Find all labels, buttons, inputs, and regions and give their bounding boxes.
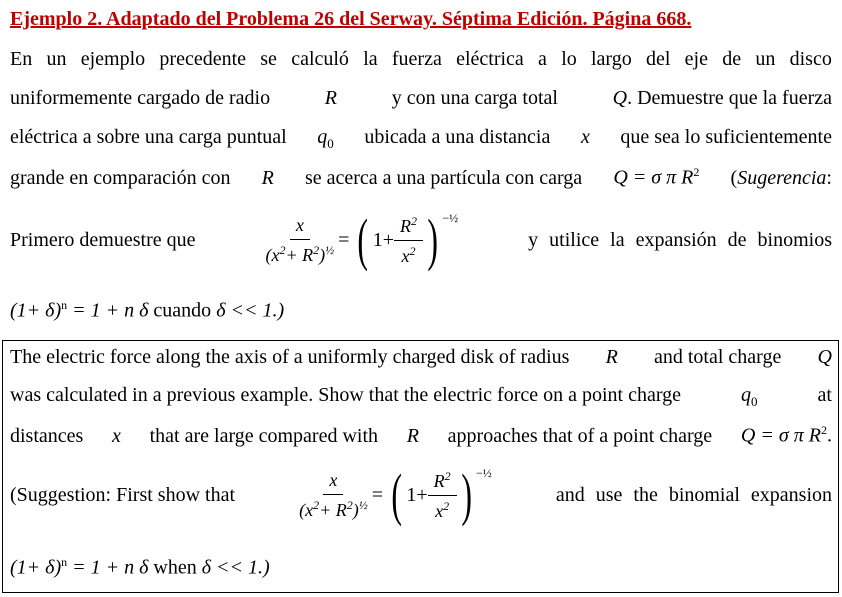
var-R: R [324,87,337,109]
inner-numerator [394,214,423,241]
subscript: 0 [751,394,758,409]
var-x: x [435,500,444,521]
es-text: uniformemente cargado de radio [10,87,271,109]
en-formula-row [10,460,832,530]
es-paragraph-line-1 [10,48,832,71]
en-text: and use the binomial expansion [555,483,833,506]
en-paragraph-line-1 [10,346,832,369]
superscript: 2 [820,423,827,437]
var-x: x [112,424,121,447]
es-word: largo [591,48,632,70]
en-text: and total charge [654,346,782,368]
es-word: del [645,48,671,70]
inner-numerator [428,469,457,496]
colon: : [826,166,832,189]
suggestion-label: Sugerencia [737,166,827,189]
one-plus: 1+ [406,483,428,506]
var-q: q [317,126,328,148]
es-word: fuerza [391,48,442,70]
es-word: la [363,48,378,70]
superscript: 2 [346,497,353,512]
es-text: Primero demuestre que [10,228,196,251]
den-part: + R [319,499,347,520]
inner-denominator [435,496,449,522]
es-text: . Demuestre que la fuerza [627,87,832,109]
var-x: x [401,245,410,266]
period: . [826,424,832,447]
binomial-base: (1+ δ) [10,556,62,579]
superscript: ½ [358,497,368,512]
en-text: (Suggestion: First show that [10,483,236,506]
es-word: un [755,48,776,70]
den-part: ) [352,499,359,520]
var-R: R [400,215,412,236]
es-word: disco [789,48,832,70]
fraction-numerator: x [290,215,310,240]
es-text: ubicada a una distancia [364,126,551,148]
superscript: 2 [693,165,700,179]
den-part: (x [299,499,314,520]
superscript: 2 [444,468,451,483]
left-paren: ( [357,207,369,272]
es-word: un [46,48,67,70]
en-paragraph-line-3 [10,423,832,448]
es-word: de [722,48,742,70]
en-formula [299,462,492,527]
en-text: The electric force along the axis of a uniformly charged disk of radius [10,346,570,368]
es-word: calculó [291,48,349,70]
es-word: ejemplo [80,48,146,70]
var-x: x [580,126,590,148]
superscript: 2 [279,242,286,257]
var-Q: Q [612,87,628,109]
superscript: 2 [411,213,418,228]
es-word: precedente [159,48,247,70]
fraction [266,215,335,266]
var-R: R [605,346,618,368]
es-binomial-line [10,298,284,323]
equals-sign: = [371,483,384,506]
equals-sign: = [338,228,350,251]
one-plus: 1+ [372,228,395,251]
en-text: was calculated in a previous example. Show that the electric force on a point charge [10,384,682,406]
outer-exponent: −½ [475,466,492,480]
binomial-expansion: = 1 + n δ [72,299,149,322]
es-word: lo [561,48,577,70]
superscript: 2 [313,242,320,257]
es-paragraph-line-2 [10,87,832,110]
fraction-denominator [299,495,368,521]
var-q: q [741,384,752,406]
fraction-denominator [266,240,335,266]
subscript: 0 [327,136,334,151]
superscript: ½ [325,242,335,257]
en-paragraph-line-2 [10,384,832,410]
left-paren: ( [391,462,403,527]
fraction-numerator: x [323,470,343,495]
es-paragraph-line-4 [10,165,832,190]
superscript: n [61,555,68,569]
point-charge-equation: Q = σ π R [740,424,821,447]
superscript: n [61,298,68,312]
en-binomial-line [10,555,270,580]
es-formula [265,207,459,272]
binomial-expansion: = 1 + n δ [72,556,149,579]
en-text: approaches that of a point charge [447,424,713,447]
den-part: ) [319,244,326,265]
en-text: that are large compared with [149,424,379,447]
var-R: R [406,424,419,447]
es-text: cuando [153,299,212,322]
example-title: Ejemplo 2. Adaptado del Problema 26 del Serway. Séptima Edición. Página 668. [10,8,692,30]
es-text: se acerca a una partícula con carga [304,166,583,189]
es-word: eléctrica [456,48,524,70]
den-part: (x [265,244,280,265]
es-text: y utilice la expansión de binomios [528,228,833,251]
paren: ( [730,166,738,189]
en-text: when [153,556,197,579]
superscript: 2 [443,498,450,513]
es-paragraph-line-3 [10,126,832,152]
en-text: distances [10,424,84,447]
var-R: R [261,166,274,189]
binomial-condition: δ << 1.) [216,299,285,322]
right-paren: ) [460,462,472,527]
fraction [299,470,368,521]
es-text: que sea lo suficientemente [620,126,832,148]
es-formula-row [10,205,832,275]
inner-fraction [394,214,423,267]
binomial-condition: δ << 1.) [201,556,270,579]
en-text: at [817,384,832,406]
binomial-base: (1+ δ) [10,299,62,322]
var-R: R [433,470,445,491]
es-word: a [538,48,547,70]
inner-fraction [428,469,457,522]
outer-exponent: −½ [442,211,459,225]
inner-denominator [402,241,416,267]
es-text: eléctrica a sobre una carga puntual [10,126,287,148]
right-paren: ) [427,207,439,272]
es-word: En [10,48,33,70]
es-text: y con una carga total [391,87,558,109]
es-word: eje [684,48,708,70]
var-Q: Q [817,346,832,368]
den-part: + R [285,244,314,265]
es-text: grande en comparación con [10,166,231,189]
point-charge-equation: Q = σ π R [613,166,694,189]
superscript: 2 [313,497,320,512]
es-word: se [260,48,277,70]
superscript: 2 [409,243,416,258]
